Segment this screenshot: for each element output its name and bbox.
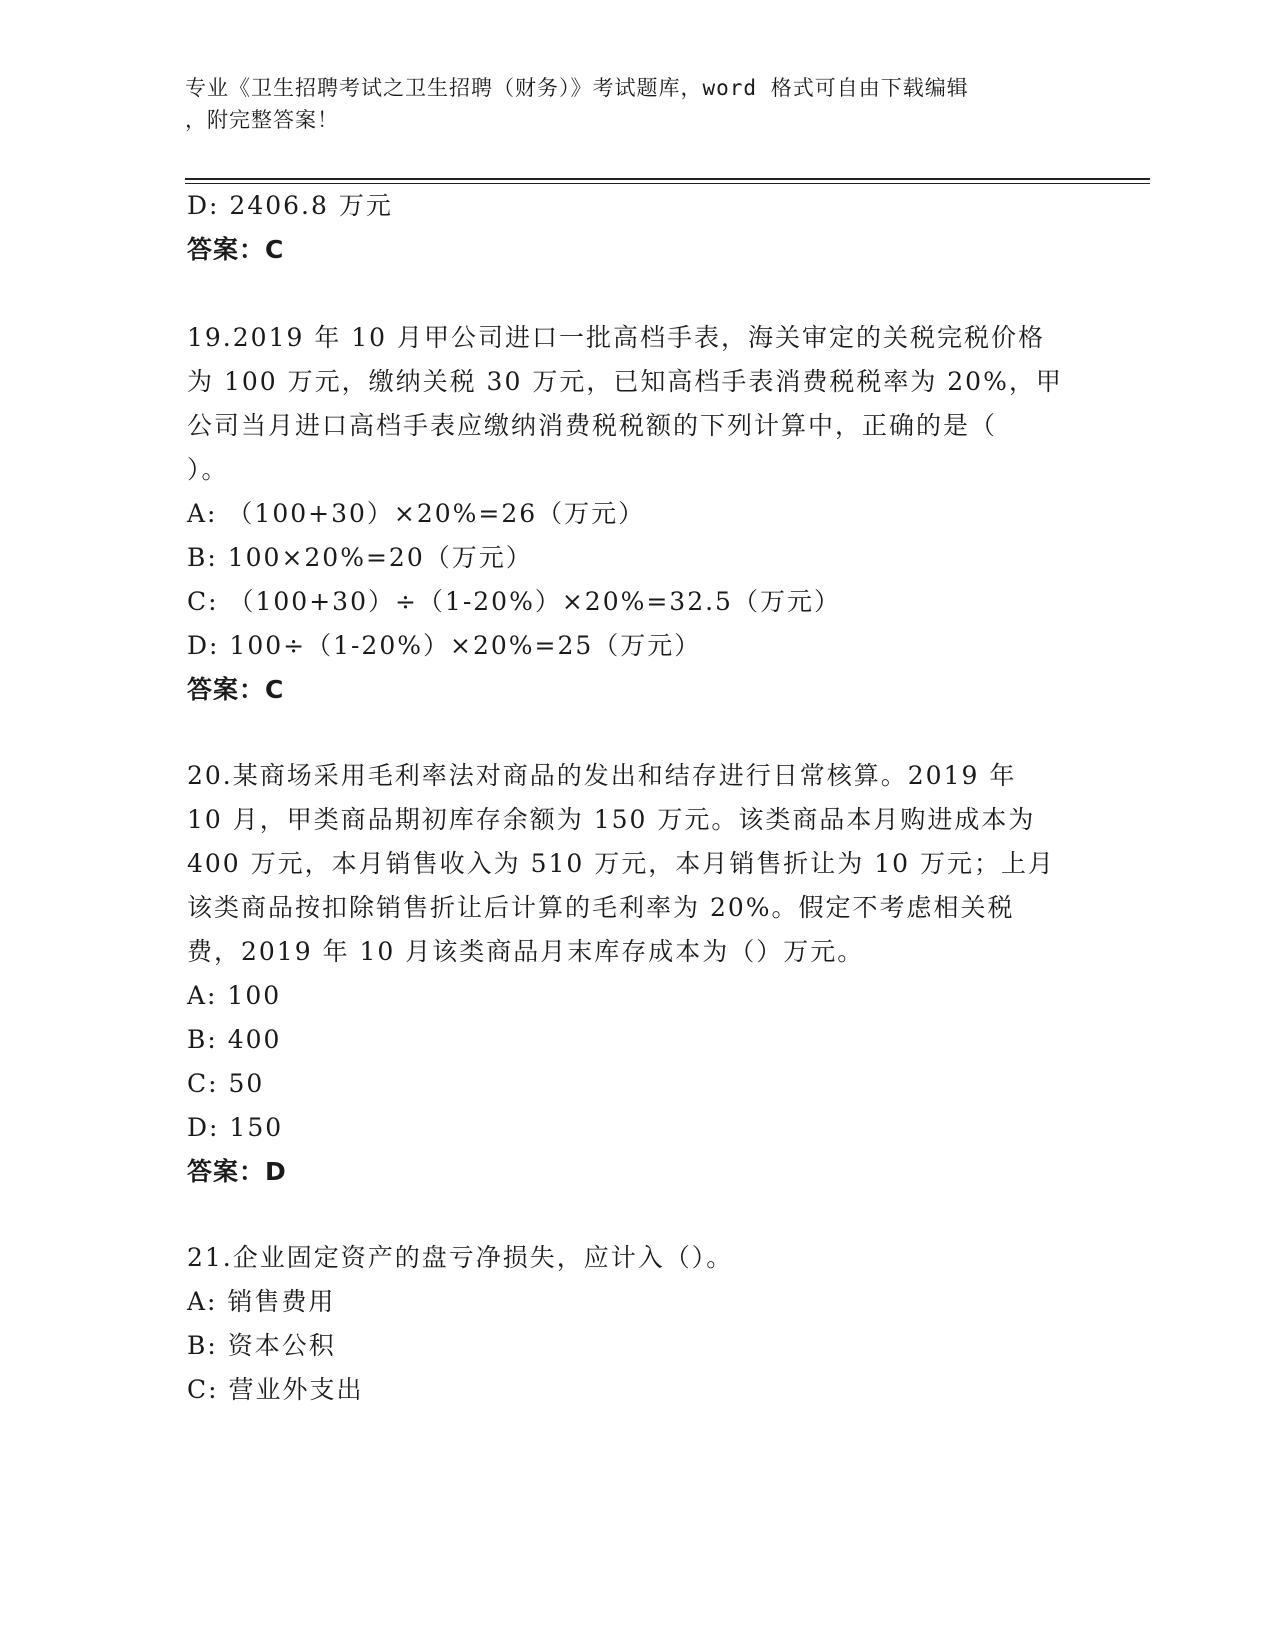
q19-text-line: ）。 [187, 455, 229, 484]
q20-option-d: D: 150 [187, 1113, 284, 1142]
header-rule-thick [185, 178, 1150, 180]
q19-option-c: C: （100+30）÷（1-20%）×20%=32.5（万元） [187, 587, 841, 616]
prev-answer: 答案：C [187, 235, 285, 264]
header-rule-thin [185, 183, 1150, 184]
header-line-2: ，附完整答案！ [185, 108, 339, 132]
q19-option-a: A: （100+30）×20%=26（万元） [187, 499, 646, 528]
q19-text-line: 19.2019 年 10 月甲公司进口一批高档手表，海关审定的关税完税价格 [187, 323, 1046, 352]
q20-option-b: B: 400 [187, 1025, 282, 1054]
q19-text-line: 公司当月进口高档手表应缴纳消费税税额的下列计算中，正确的是（ [187, 411, 998, 440]
q20-text-line: 该类商品按扣除销售折让后计算的毛利率为 20%。假定不考虑相关税 [187, 893, 1015, 922]
q20-text-line: 费，2019 年 10 月该类商品月末库存成本为（）万元。 [187, 937, 865, 966]
q19-option-b: B: 100×20%=20（万元） [187, 543, 533, 572]
q20-option-c: C: 50 [187, 1069, 265, 1098]
q21-option-b: B: 资本公积 [187, 1331, 336, 1360]
header-line-1: 专业《卫生招聘考试之卫生招聘（财务）》考试题库，word 格式可自由下载编辑 [185, 76, 969, 100]
q21-option-c: C: 营业外支出 [187, 1375, 364, 1404]
q20-option-a: A: 100 [187, 981, 282, 1010]
q20-text-line: 400 万元，本月销售收入为 510 万元，本月销售折让为 10 万元；上月 [187, 849, 1055, 878]
q20-answer: 答案：D [187, 1157, 287, 1186]
q19-option-d: D: 100÷（1-20%）×20%=25（万元） [187, 631, 702, 660]
q19-text-line: 为 100 万元，缴纳关税 30 万元，已知高档手表消费税税率为 20%，甲 [187, 367, 1063, 396]
q21-option-a: A: 销售费用 [187, 1287, 336, 1316]
q19-answer: 答案：C [187, 675, 285, 704]
document-header [185, 72, 1065, 136]
q20-text-line: 20.某商场采用毛利率法对商品的发出和结存进行日常核算。2019 年 [187, 761, 1017, 790]
prev-option-d: D: 2406.8 万元 [187, 191, 393, 220]
q20-text-line: 10 月，甲类商品期初库存余额为 150 万元。该类商品本月购进成本为 [187, 805, 1036, 834]
q21-text-line: 21.企业固定资产的盘亏净损失，应计入（）。 [187, 1243, 734, 1272]
